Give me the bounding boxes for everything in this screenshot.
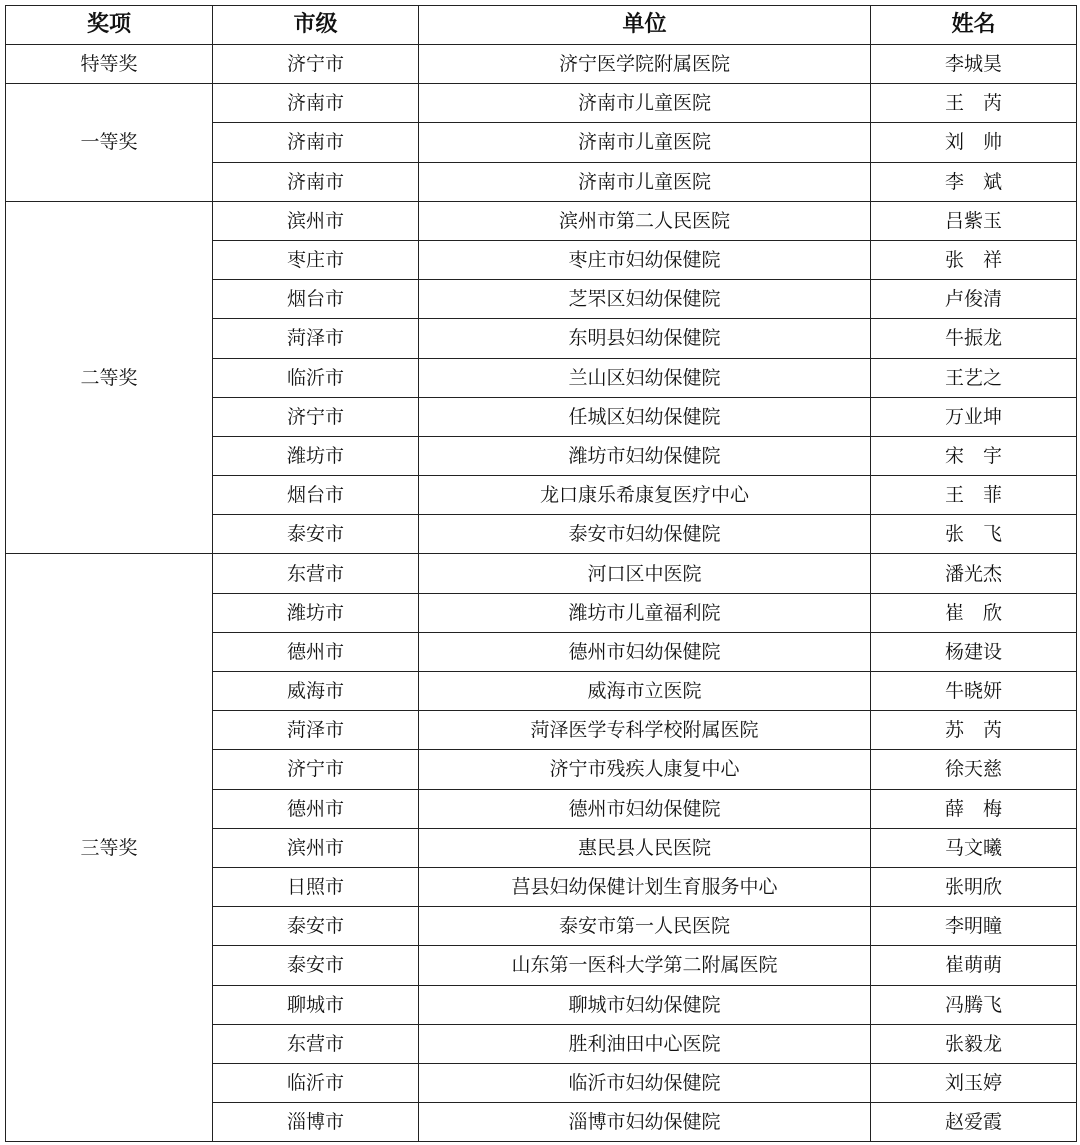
unit-cell: 山东第一医科大学第二附属医院 — [419, 946, 871, 985]
name-cell: 崔 欣 — [871, 593, 1077, 632]
table-row — [6, 45, 1077, 84]
name-cell: 马文曦 — [871, 828, 1077, 867]
unit-cell: 聊城市妇幼保健院 — [419, 985, 871, 1024]
city-cell: 泰安市 — [213, 515, 419, 554]
name-cell: 牛振龙 — [871, 319, 1077, 358]
name-cell: 吕紫玉 — [871, 201, 1077, 240]
unit-cell: 龙口康乐希康复医疗中心 — [419, 476, 871, 515]
city-cell: 滨州市 — [213, 201, 419, 240]
header-row — [6, 6, 1077, 45]
name-cell: 崔萌萌 — [871, 946, 1077, 985]
unit-cell: 威海市立医院 — [419, 672, 871, 711]
unit-cell: 临沂市妇幼保健院 — [419, 1063, 871, 1102]
name-cell: 张毅龙 — [871, 1024, 1077, 1063]
table-row — [6, 84, 1077, 123]
unit-cell: 济南市儿童医院 — [419, 123, 871, 162]
city-cell: 日照市 — [213, 867, 419, 906]
header-unit: 单位 — [419, 6, 871, 45]
header-name: 姓名 — [871, 6, 1077, 45]
city-cell: 德州市 — [213, 789, 419, 828]
unit-cell: 淄博市妇幼保健院 — [419, 1103, 871, 1142]
name-cell: 万业坤 — [871, 397, 1077, 436]
city-cell: 聊城市 — [213, 985, 419, 1024]
name-cell: 刘 帅 — [871, 123, 1077, 162]
city-cell: 济宁市 — [213, 397, 419, 436]
unit-cell: 菏泽医学专科学校附属医院 — [419, 711, 871, 750]
name-cell: 张 祥 — [871, 240, 1077, 279]
table-row — [6, 201, 1077, 240]
name-cell: 李明瞳 — [871, 907, 1077, 946]
unit-cell: 芝罘区妇幼保健院 — [419, 280, 871, 319]
header-city: 市级 — [213, 6, 419, 45]
unit-cell: 枣庄市妇幼保健院 — [419, 240, 871, 279]
unit-cell: 兰山区妇幼保健院 — [419, 358, 871, 397]
name-cell: 王艺之 — [871, 358, 1077, 397]
award-table-body — [6, 45, 1077, 1142]
table-row — [6, 554, 1077, 593]
city-cell: 济南市 — [213, 123, 419, 162]
unit-cell: 惠民县人民医院 — [419, 828, 871, 867]
unit-cell: 泰安市第一人民医院 — [419, 907, 871, 946]
name-cell: 潘光杰 — [871, 554, 1077, 593]
unit-cell: 泰安市妇幼保健院 — [419, 515, 871, 554]
city-cell: 菏泽市 — [213, 319, 419, 358]
award-cell: 二等奖 — [6, 201, 213, 554]
name-cell: 薛 梅 — [871, 789, 1077, 828]
award-table-container — [5, 5, 1077, 1142]
name-cell: 王 菲 — [871, 476, 1077, 515]
unit-cell: 潍坊市妇幼保健院 — [419, 436, 871, 475]
city-cell: 济宁市 — [213, 750, 419, 789]
unit-cell: 东明县妇幼保健院 — [419, 319, 871, 358]
city-cell: 泰安市 — [213, 946, 419, 985]
award-cell: 三等奖 — [6, 554, 213, 1142]
header-award: 奖项 — [6, 6, 213, 45]
city-cell: 济南市 — [213, 84, 419, 123]
unit-cell: 胜利油田中心医院 — [419, 1024, 871, 1063]
name-cell: 李城昊 — [871, 45, 1077, 84]
name-cell: 赵爱霞 — [871, 1103, 1077, 1142]
city-cell: 临沂市 — [213, 1063, 419, 1102]
name-cell: 冯腾飞 — [871, 985, 1077, 1024]
city-cell: 烟台市 — [213, 280, 419, 319]
city-cell: 东营市 — [213, 554, 419, 593]
city-cell: 济南市 — [213, 162, 419, 201]
name-cell: 宋 宇 — [871, 436, 1077, 475]
unit-cell: 济南市儿童医院 — [419, 84, 871, 123]
unit-cell: 济南市儿童医院 — [419, 162, 871, 201]
city-cell: 淄博市 — [213, 1103, 419, 1142]
city-cell: 潍坊市 — [213, 436, 419, 475]
name-cell: 卢俊清 — [871, 280, 1077, 319]
unit-cell: 潍坊市儿童福利院 — [419, 593, 871, 632]
unit-cell: 济宁医学院附属医院 — [419, 45, 871, 84]
city-cell: 威海市 — [213, 672, 419, 711]
city-cell: 东营市 — [213, 1024, 419, 1063]
name-cell: 张明欣 — [871, 867, 1077, 906]
name-cell: 牛晓妍 — [871, 672, 1077, 711]
name-cell: 刘玉婷 — [871, 1063, 1077, 1102]
unit-cell: 河口区中医院 — [419, 554, 871, 593]
unit-cell: 德州市妇幼保健院 — [419, 632, 871, 671]
award-cell: 特等奖 — [6, 45, 213, 84]
name-cell: 苏 芮 — [871, 711, 1077, 750]
city-cell: 烟台市 — [213, 476, 419, 515]
unit-cell: 莒县妇幼保健计划生育服务中心 — [419, 867, 871, 906]
award-cell: 一等奖 — [6, 84, 213, 202]
name-cell: 张 飞 — [871, 515, 1077, 554]
city-cell: 潍坊市 — [213, 593, 419, 632]
name-cell: 李 斌 — [871, 162, 1077, 201]
city-cell: 德州市 — [213, 632, 419, 671]
city-cell: 滨州市 — [213, 828, 419, 867]
unit-cell: 任城区妇幼保健院 — [419, 397, 871, 436]
city-cell: 临沂市 — [213, 358, 419, 397]
name-cell: 王 芮 — [871, 84, 1077, 123]
city-cell: 济宁市 — [213, 45, 419, 84]
name-cell: 杨建设 — [871, 632, 1077, 671]
name-cell: 徐天慈 — [871, 750, 1077, 789]
award-table — [5, 5, 1077, 1142]
city-cell: 菏泽市 — [213, 711, 419, 750]
city-cell: 泰安市 — [213, 907, 419, 946]
unit-cell: 德州市妇幼保健院 — [419, 789, 871, 828]
unit-cell: 济宁市残疾人康复中心 — [419, 750, 871, 789]
city-cell: 枣庄市 — [213, 240, 419, 279]
unit-cell: 滨州市第二人民医院 — [419, 201, 871, 240]
